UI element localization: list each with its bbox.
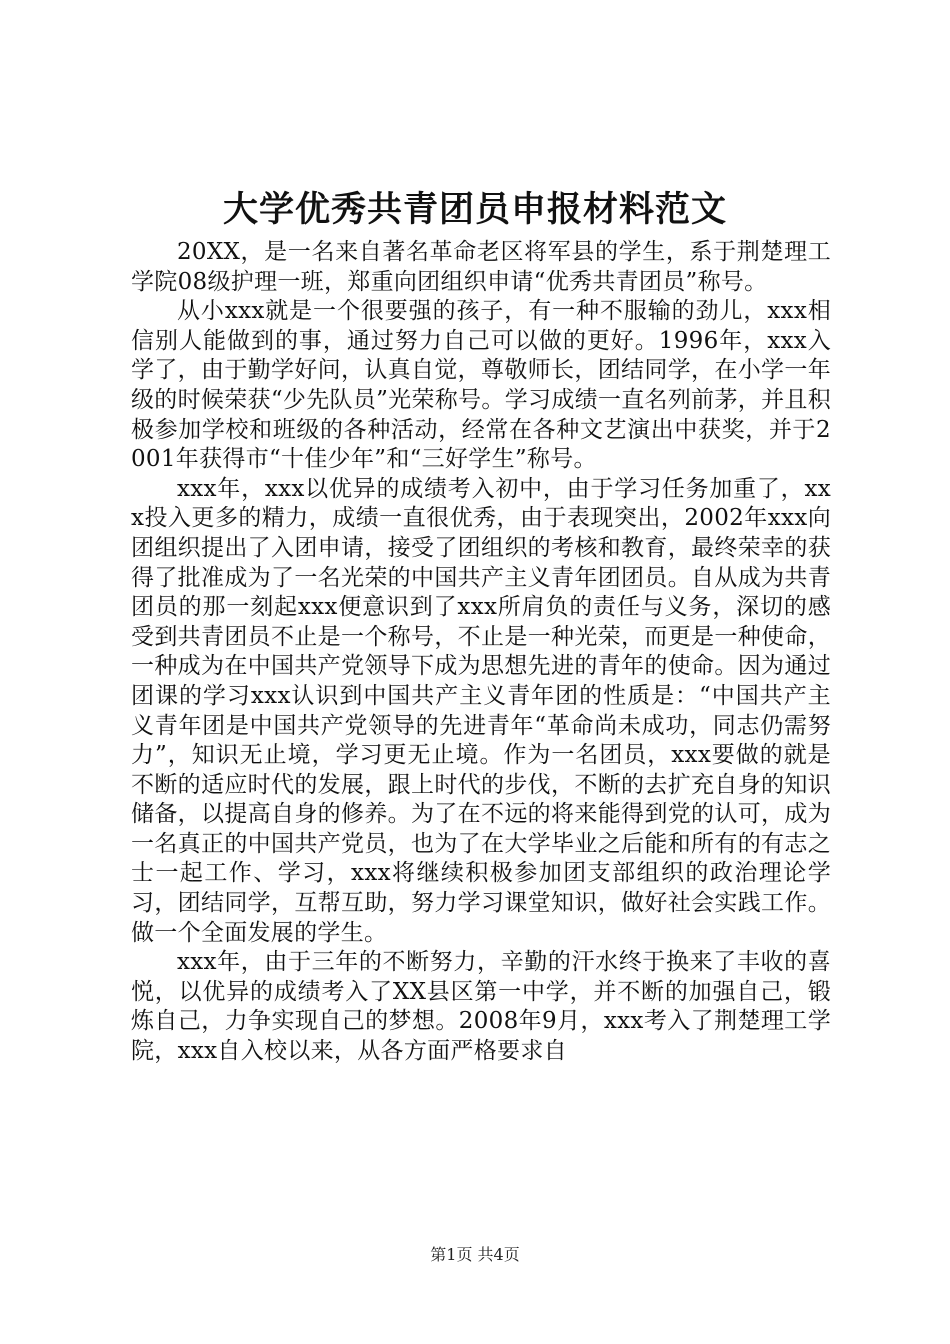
paragraph-childhood: 从小xxx就是一个很要强的孩子，有一种不服输的劲儿，xxx相信别人能做到的事，通过努力自己可以做的更好。1996年，xxx入学了，由于勤学好问，认真自觉，尊敬师长，团结同学，在小学一年级的时候荣获“少先队员”光荣称号。学习成绩一直名列前茅，并且积极参加学校和班级的各种活动，经常在各种文艺演出中获奖，并于2001年获得市“十佳少年”和“三好学生”称号。 — [131, 298, 831, 473]
paragraph-intro: 20XX，是一名来自著名革命老区将军县的学生，系于荆楚理工学院08级护理一班，郑重向团组织申请“优秀共青团员”称号。 — [131, 239, 831, 295]
paragraph-middle-school: xxx年，xxx以优异的成绩考入初中，由于学习任务加重了，xxx投入更多的精力，成绩一直很优秀，由于表现突出，2002年xxx向团组织提出了入团申请，接受了团组织的考核和教育，最终荣幸的获得了批准成为了一名光荣的中国共产主义青年团团员。自从成为共青团员的那一刻起xxx便意识到了xxx所肩负的责任与义务，深切的感受到共青团员不止是一个称号，不止是一种光荣，而更是一种使命，一种成为在中国共产党领导下成为思想先进的青年的使命。因为通过团课的学习xxx认识到中国共产主义青年团的性质是：“中国共产主义青年团是中国共产党领导的先进青年“革命尚未成功，同志仍需努力”，知识无止境，学习更无止境。作为一名团员，xxx要做的就是不断的适应时代的发展，跟上时代的步伐，不断的去扩充自身的知识储备，以提高自身的修养。为了在不远的将来能得到党的认可，成为一名真正的中国共产党员，也为了在大学毕业之后能和所有的有志之士一起工作、学习，xxx将继续积极参加团支部组织的政治理论学习，团结同学，互帮互助，努力学习课堂知识，做好社会实践工作。做一个全面发展的学生。 — [131, 475, 831, 946]
document-body — [131, 238, 831, 1067]
page-number-footer: 第1页 共4页 — [430, 1245, 520, 1264]
paragraph-high-school: xxx年，由于三年的不断努力，辛勤的汗水终于换来了丰收的喜悦，以优异的成绩考入了XX县区第一中学，并不断的加强自己，锻炼自己，力争实现自己的梦想。2008年9月，xxx考入了荆楚理工学院，xxx自入校以来，从各方面严格要求自 — [131, 949, 831, 1065]
document-title: 大学优秀共青团员申报材料范文 — [222, 189, 727, 230]
